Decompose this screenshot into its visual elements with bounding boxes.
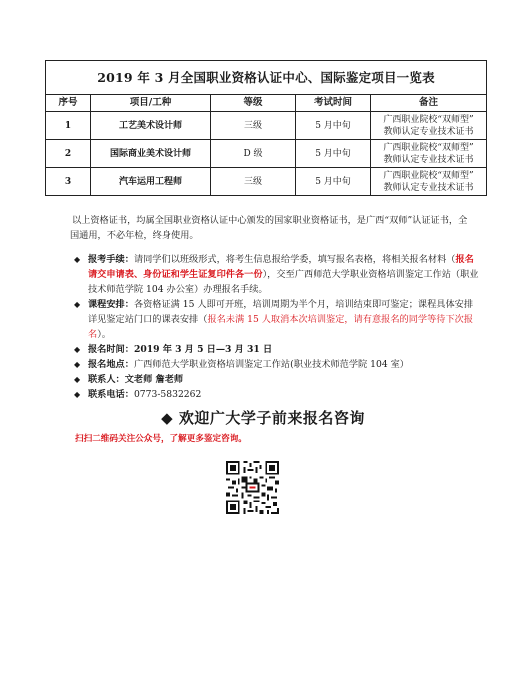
row-time: 5 月中旬 — [296, 140, 371, 168]
phone-item — [70, 387, 480, 402]
intro-paragraph: 以上资格证书，均属全国职业资格认证中心颁发的国家职业资格证书，是广西“双师”认证证书，全国通用，不必年检，终身使用。 — [70, 215, 468, 241]
table-row — [46, 168, 487, 196]
welcome-heading — [0, 407, 526, 428]
scan-qr-text: 扫扫二维码关注公众号，了解更多鉴定咨询。 — [75, 434, 247, 444]
schedule-label: 课程安排： — [88, 299, 134, 310]
col-header-name: 项目/工种 — [91, 95, 211, 112]
diamond-bullet-icon: ◆ — [161, 409, 174, 427]
phone-label: 联系电话： — [88, 389, 134, 400]
table-row — [46, 112, 487, 140]
time-value: 2019 年 3 月 5 日—3 月 31 日 — [133, 344, 273, 355]
table-header-row — [46, 95, 487, 112]
note-line-1: 广西职业院校“双师型” — [383, 142, 474, 153]
registration-text-2: ），交至广西师范大学职业资格培训鉴定工作站（职业技术师范学院 104 办公室）办理报名手续。 — [88, 269, 479, 295]
contact-label: 联系人： — [88, 374, 125, 385]
row-no: 1 — [46, 112, 91, 140]
place-value: 广西师范大学职业资格培训鉴定工作站(职业技术师范学院 104 室） — [133, 359, 409, 370]
col-header-time: 考试时间 — [296, 95, 371, 112]
row-time: 5 月中旬 — [296, 112, 371, 140]
row-level: 三级 — [211, 168, 296, 196]
schedule-text-1: 各资格证满 15 人即可开班，培训周期为半个月，培训结束即可鉴定；课程具体安排详见鉴定站门口的课表安排（ — [88, 299, 474, 325]
diamond-bullet-icon: ◆ — [74, 374, 81, 384]
table-row — [46, 140, 487, 168]
note-line-2: 教师认定专业技术证书 — [383, 126, 474, 137]
note-line-2: 教师认定专业技术证书 — [383, 182, 474, 193]
registration-label: 报考手续： — [88, 254, 134, 265]
row-name: 国际商业美术设计师 — [91, 140, 211, 168]
time-label: 报名时间： — [88, 344, 134, 355]
note-line-1: 广西职业院校“双师型” — [383, 114, 474, 125]
note-line-1: 广西职业院校“双师型” — [383, 170, 474, 181]
table-title: 2019 年 3 月全国职业资格认证中心、国际鉴定项目一览表 — [46, 61, 487, 95]
registration-item — [70, 252, 480, 297]
row-level: 三级 — [211, 112, 296, 140]
row-name: 汽车运用工程师 — [91, 168, 211, 196]
row-no: 3 — [46, 168, 91, 196]
col-header-note: 备注 — [371, 95, 487, 112]
schedule-text-2: ）。 — [97, 329, 111, 340]
diamond-bullet-icon: ◆ — [74, 390, 81, 399]
row-note — [371, 168, 487, 196]
diamond-bullet-icon: ◆ — [74, 255, 81, 264]
welcome-text: 欢迎广大学子前来报名咨询 — [178, 409, 365, 427]
place-item — [70, 357, 480, 372]
phone-value: 0773-5832262 — [133, 389, 202, 400]
registration-text-1: 请同学们以班级形式，将考生信息报给学委，填写报名表格，将相关报名材料（ — [133, 254, 456, 265]
row-name: 工艺美术设计师 — [91, 112, 211, 140]
qr-code-icon[interactable] — [224, 459, 281, 516]
diamond-bullet-icon: ◆ — [74, 300, 81, 309]
schedule-item — [70, 297, 480, 342]
col-header-level: 等级 — [211, 95, 296, 112]
row-note — [371, 140, 487, 168]
diamond-bullet-icon: ◆ — [74, 360, 81, 369]
time-item — [70, 342, 480, 357]
place-label: 报名地点： — [88, 359, 134, 370]
col-header-no: 序号 — [46, 95, 91, 112]
project-table — [45, 60, 487, 196]
info-list — [70, 252, 480, 402]
row-time: 5 月中旬 — [296, 168, 371, 196]
note-line-2: 教师认定专业技术证书 — [383, 154, 474, 165]
schedule-red-text: 报名未满 15 人取消本次培训鉴定，请有意报名的同学等待下次报名 — [88, 314, 474, 340]
diamond-bullet-icon: ◆ — [74, 344, 81, 354]
contact-value: 文老师 詹老师 — [124, 374, 184, 385]
row-note — [371, 112, 487, 140]
row-no: 2 — [46, 140, 91, 168]
registration-red-text: 报名请交申请表、身份证和学生证复印件各一份 — [88, 254, 474, 280]
contact-item — [70, 372, 480, 387]
row-level: D 级 — [211, 140, 296, 168]
